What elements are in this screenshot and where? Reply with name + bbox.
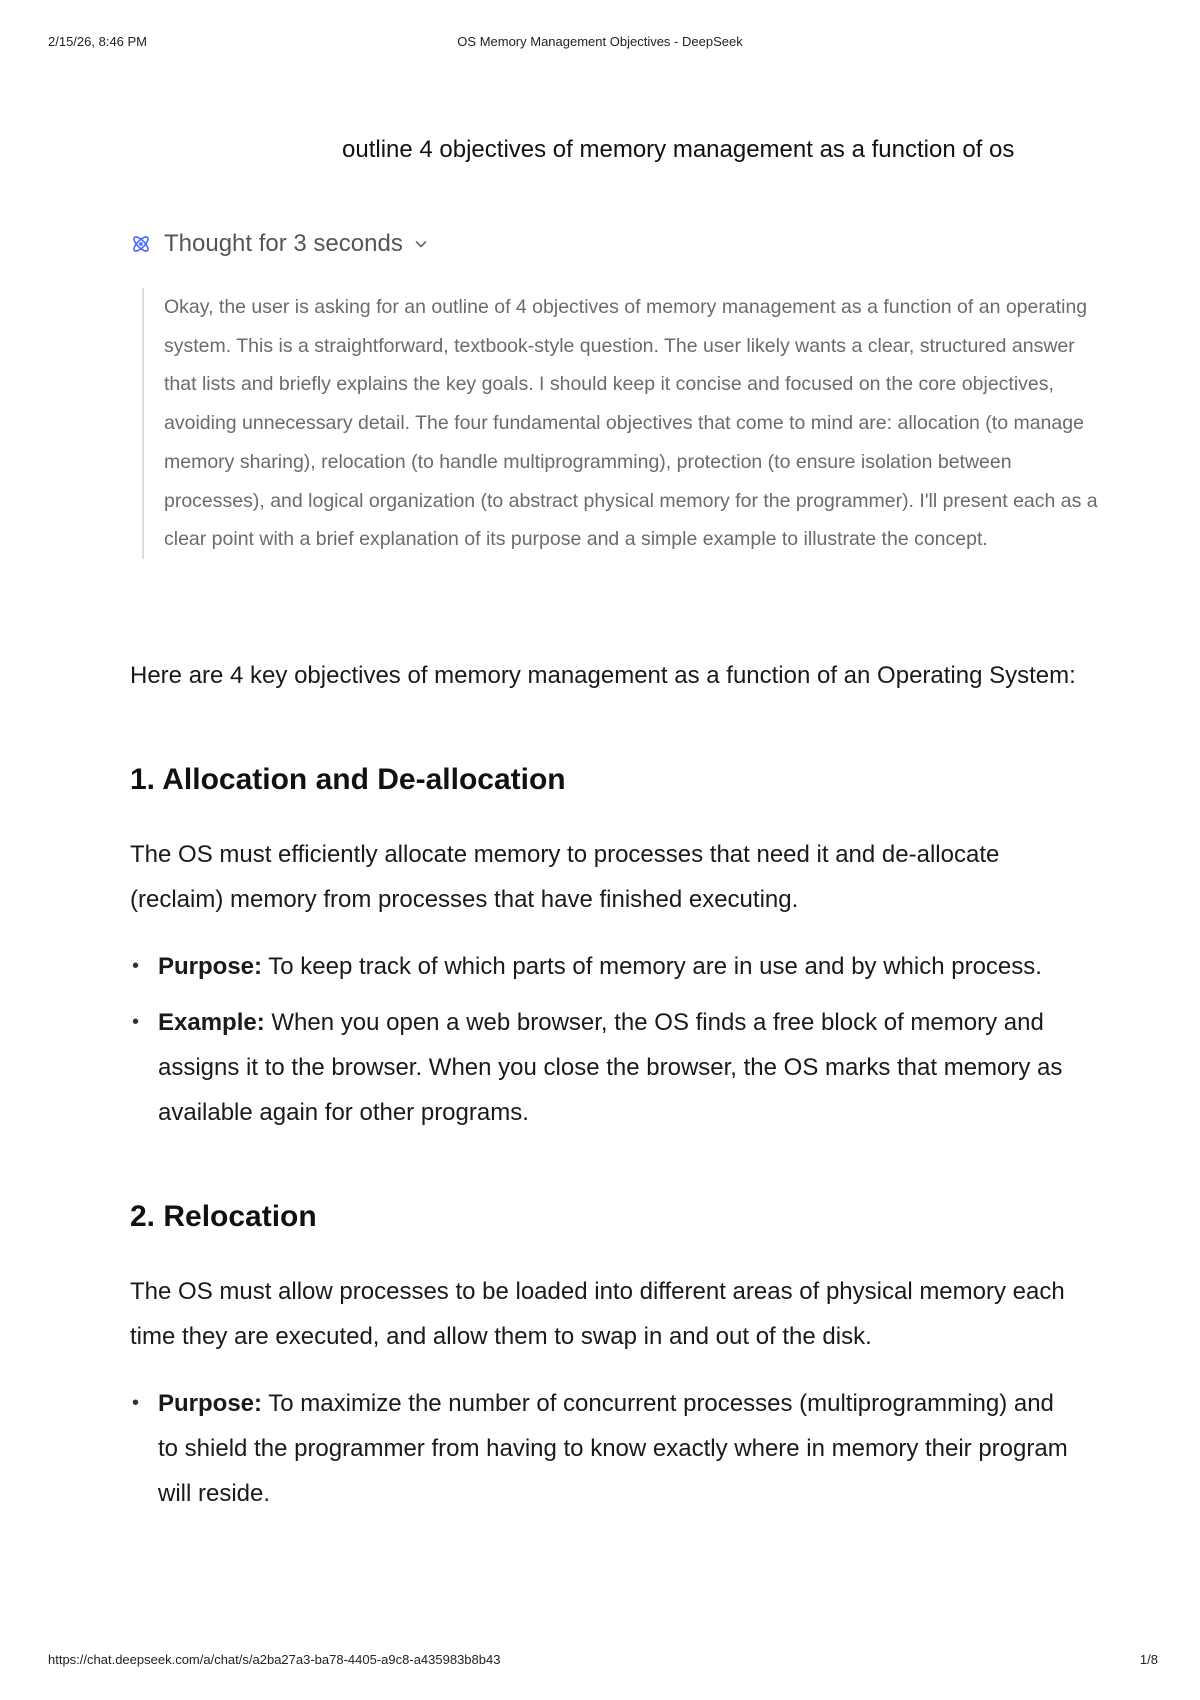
bullet-text: To keep track of which parts of memory are in use and by which process. bbox=[268, 953, 1042, 980]
bullet-icon: • bbox=[132, 1392, 140, 1414]
thought-content: Okay, the user is asking for an outline of 4 objectives of memory management as a function of an operating system. This is a straightforward, textbook-style question. The user likely wants a clear, structured answer that lists and briefly explains the key goals. I should keep it concise and focused on the core objectives, avoiding unnecessary detail. The four fundamental objectives that come to mind are: allocation (to manage memory sharing), relocation (to handle multiprogramming), protection (to ensure isolation between processes), and logical organization (to abstract physical memory for the programmer). I'll present each as a clear point with a brief explanation of its purpose and a simple example to illustrate the concept. bbox=[142, 288, 1104, 559]
bullet-icon: • bbox=[132, 1011, 140, 1033]
bullet-label: Purpose: bbox=[158, 1390, 263, 1417]
bullet-icon: • bbox=[132, 955, 140, 977]
atom-icon bbox=[130, 233, 152, 255]
bullet-text: To maximize the number of concurrent processes (multiprogramming) and to shield the programmer from having to know exactly where in memory their program will reside. bbox=[158, 1390, 1068, 1507]
bullet-text: When you open a web browser, the OS finds a free block of memory and assigns it to the browser. When you close the browser, the OS marks that memory as available again for other programs. bbox=[158, 1009, 1063, 1126]
print-title: OS Memory Management Objectives - DeepSeek bbox=[457, 34, 743, 49]
section-description: The OS must efficiently allocate memory to processes that need it and de-allocate (reclaim) memory from processes that have finished executing. bbox=[130, 841, 1000, 913]
list-item bbox=[130, 1000, 1080, 1135]
section-heading: 2. Relocation bbox=[130, 1200, 317, 1233]
thought-label: Thought for 3 seconds bbox=[164, 230, 403, 257]
bullet-label: Purpose: bbox=[158, 953, 263, 980]
print-url: https://chat.deepseek.com/a/chat/s/a2ba27a3-ba78-4405-a9c8-a435983b8b43 bbox=[48, 1652, 501, 1667]
print-date: 2/15/26, 8:46 PM bbox=[48, 34, 148, 49]
print-page-number: 1/8 bbox=[1139, 1652, 1158, 1667]
bullet-list bbox=[130, 944, 1080, 1135]
bullet-label: Example: bbox=[158, 1009, 265, 1036]
answer-intro: Here are 4 key objectives of memory management as a function of an Operating System: bbox=[130, 662, 1076, 689]
chevron-down-icon bbox=[413, 236, 429, 252]
thought-toggle[interactable] bbox=[130, 230, 429, 258]
section-heading: 1. Allocation and De-allocation bbox=[130, 763, 566, 796]
user-message: outline 4 objectives of memory management as a function of os bbox=[342, 136, 1015, 163]
section-description: The OS must allow processes to be loaded into different areas of physical memory each time they are executed, and allow them to swap in and out of the disk. bbox=[130, 1278, 1065, 1350]
bullet-list bbox=[130, 1381, 1080, 1516]
list-item bbox=[130, 944, 1080, 989]
list-item bbox=[130, 1381, 1080, 1516]
answer bbox=[130, 653, 1080, 1516]
